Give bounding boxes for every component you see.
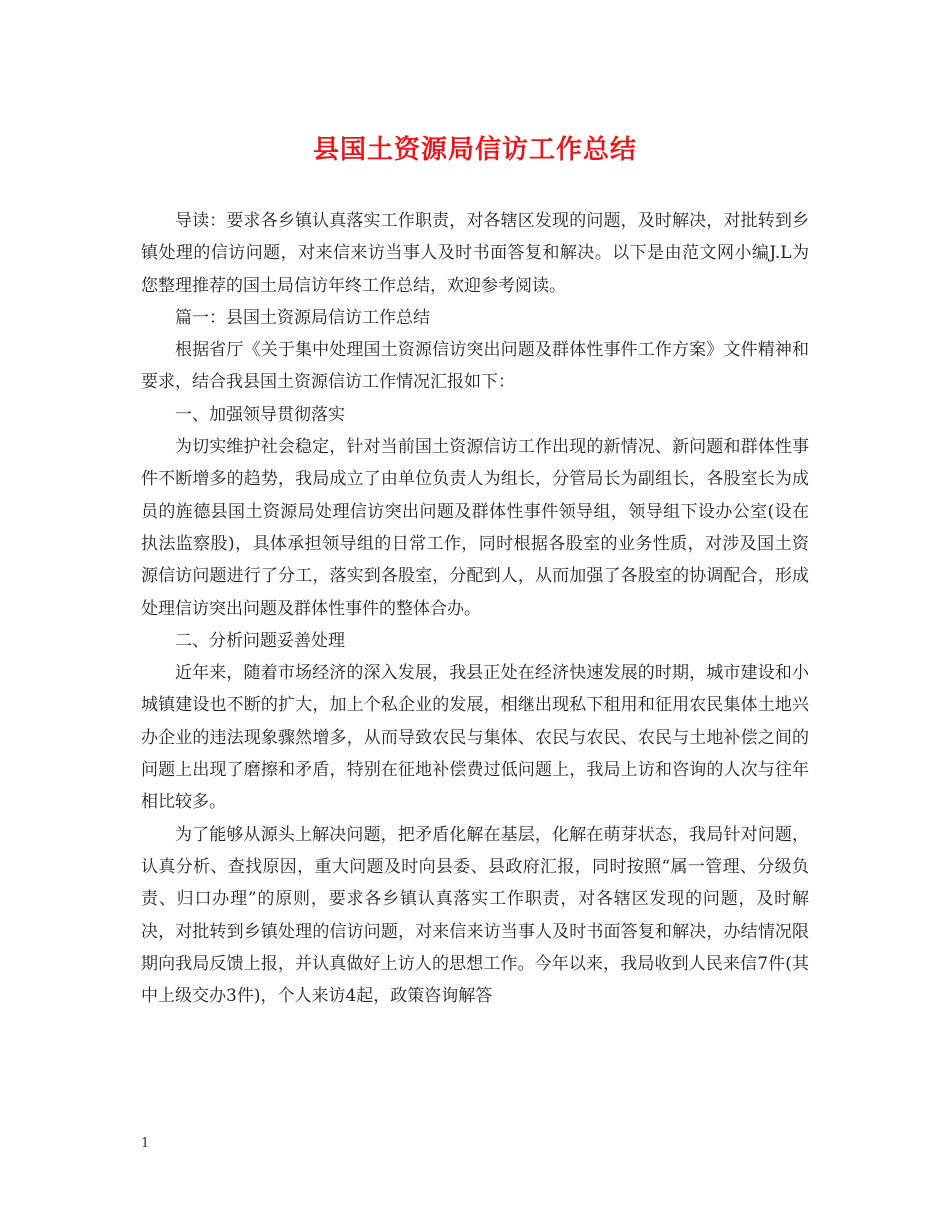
paragraph-basis: 根据省厅《关于集中处理国土资源信访突出问题及群体性事件工作方案》文件精神和要求，结合我县国土资源信访工作情况汇报如下： xyxy=(141,340,809,393)
page-number: 1 xyxy=(141,1136,150,1151)
document-title: 县国土资源局信访工作总结 xyxy=(312,135,637,165)
paragraph-resolution: 为了能够从源头上解决问题，把矛盾化解在基层，化解在萌芽状态，我局针对问题，认真分析、查找原因，重大问题及时向县委、县政府汇报，同时按照“属一管理、分级负责、归口办理”的原则，要求各乡镇认真落实工作职责，对各辖区发现的问题，及时解决，对批转到乡镇处理的信访问题，对来信来访当事人及时书面答复和解决，办结情况限期向我局反馈上报，并认真做好上访人的思想工作。今年以来，我局收到人民来信7件(其中上级交办3件)，个人来访4起，政策咨询解答 xyxy=(141,824,809,1007)
section-heading-1: 一、加强领导贯彻落实 xyxy=(175,404,345,425)
section-heading-2: 二、分析问题妥善处理 xyxy=(175,630,345,651)
paragraph-part-one-heading: 篇一：县国土资源局信访工作总结 xyxy=(175,307,430,328)
document-body xyxy=(141,205,809,1012)
paragraph-leadership: 为切实维护社会稳定，针对当前国土资源信访工作出现的新情况、新问题和群体性事件不断增多的趋势，我局成立了由单位负责人为组长，分管局长为副组长，各股室长为成员的旌德县国土资源局处理信访突出问题及群体性事件领导组，领导组下设办公室(设在执法监察股)，具体承担领导组的日常工作，同时根据各股室的业务性质，对涉及国土资源信访问题进行了分工，落实到各股室，分配到人，从而加强了各股室的协调配合，形成处理信访突出问题及群体性事件的整体合办。 xyxy=(141,437,809,619)
paragraph-analysis: 近年来，随着市场经济的深入发展，我县正处在经济快速发展的时期，城市建设和小城镇建设也不断的扩大，加上个私企业的发展，相继出现私下租用和征用农民集体土地兴办企业的违法现象骤然增多，从而导致农民与集体、农民与农民、农民与土地补偿之间的问题上出现了磨擦和矛盾，特别在征地补偿费过低问题上，我局上访和咨询的人次与往年相比较多。 xyxy=(141,663,809,813)
paragraph-intro: 导读：要求各乡镇认真落实工作职责，对各辖区发现的问题，及时解决，对批转到乡镇处理的信访问题，对来信来访当事人及时书面答复和解决。以下是由范文网小编J.L为您整理推荐的国土局信访年终工作总结，欢迎参考阅读。 xyxy=(141,211,809,296)
